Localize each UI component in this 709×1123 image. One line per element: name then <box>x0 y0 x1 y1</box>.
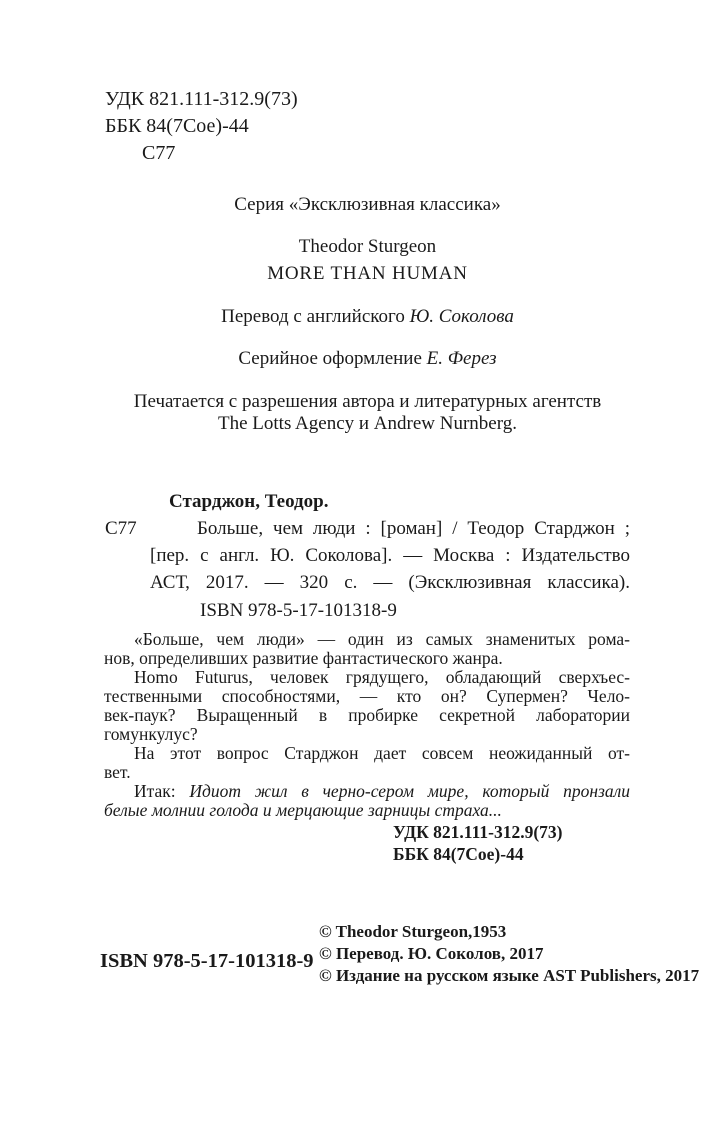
copyright-line: © Издание на русском языке AST Publishers, 2017 <box>319 966 700 985</box>
catalog-entry-line <box>150 515 630 542</box>
annotation-line-segment: вет. <box>104 762 131 782</box>
catalog-entry-lines <box>150 515 630 596</box>
original-author: Theodor Sturgeon <box>298 236 437 257</box>
annotation-line-segment: тественными способностями, — кто он? Супермен? Чело- <box>104 686 630 706</box>
annotation-line <box>104 744 630 763</box>
annotation-line-segment: нов, определивших развитие фантастического жанра. <box>104 648 503 668</box>
annotation-line-segment: Homo Futurus, человек грядущего, обладающий сверхъес- <box>134 667 630 687</box>
author-sign: С77 <box>142 142 176 164</box>
copyright-line: © Theodor Sturgeon,1953 <box>319 922 507 941</box>
annotation-line-segment: век-паук? Выращенный в пробирке секретной лаборатории <box>104 705 630 725</box>
annotation-line-italic-segment: Идиот жил в черно-сером мире, который пронзали <box>189 781 630 801</box>
copyright-block <box>319 921 699 987</box>
original-title: MORE THAN HUMAN <box>267 263 468 284</box>
rights-line: Печатается с разрешения автора и литературных агентств <box>133 391 602 412</box>
translation-line <box>105 306 630 328</box>
annotation-line-segment: «Больше, чем люди» — один из самых знаменитых рома- <box>134 629 630 649</box>
catalog-entry-line <box>150 542 630 569</box>
annotation <box>104 630 630 820</box>
udk-code-bottom: УДК 821.111-312.9(73) <box>393 822 563 842</box>
catalog-entry-line <box>150 569 630 596</box>
annotation-line <box>104 687 630 706</box>
annotation-line <box>104 725 630 744</box>
annotation-line <box>104 706 630 725</box>
translator-name: Ю. Соколова <box>409 306 514 327</box>
annotation-line <box>104 782 630 801</box>
rights-notice <box>105 391 630 435</box>
catalog-isbn: ISBN 978-5-17-101318-9 <box>200 600 397 621</box>
series-designer-name: Е. Ферез <box>426 348 497 369</box>
catalog-entry-line-segment: [пер. с англ. Ю. Соколова]. — Москва : Издательство <box>150 545 630 566</box>
udk-code: УДК 821.111-312.9(73) <box>105 88 298 110</box>
series-line: Серия «Эксклюзивная классика» <box>234 194 501 215</box>
catalog-card <box>105 488 630 624</box>
annotation-line-segment: На этот вопрос Старджон дает совсем неожиданный от- <box>134 743 630 763</box>
annotation-line <box>104 801 630 820</box>
annotation-line-italic-segment: белые молнии голода и мерцающие зарницы страха... <box>104 800 502 820</box>
series-design-line <box>105 348 630 370</box>
annotation-line <box>104 668 630 687</box>
annotation-line <box>104 763 630 782</box>
annotation-line-segment: Итак: <box>134 781 190 801</box>
catalog-entry-line-segment: Больше, чем люди : [роман] / Теодор Старджон ; <box>197 518 630 539</box>
catalog-author-heading: Старджон, Теодор. <box>169 491 329 512</box>
annotation-line-segment: гомункулус? <box>104 724 198 744</box>
translation-label: Перевод с английского <box>221 306 405 327</box>
classification-codes-bottom <box>393 822 562 865</box>
classification-codes-top <box>105 86 298 167</box>
series-design-label: Серийное оформление <box>238 348 422 369</box>
bbk-code-bottom: ББК 84(7Сое)-44 <box>393 843 524 864</box>
annotation-line <box>104 649 630 668</box>
bbk-code: ББК 84(7Сое)-44 <box>105 115 249 137</box>
catalog-entry <box>150 488 630 624</box>
catalog-entry-line-segment: АСТ, 2017. — 320 с. — (Эксклюзивная классика). <box>150 572 630 593</box>
copyright-line: © Перевод. Ю. Соколов, 2017 <box>319 944 544 963</box>
annotation-line <box>104 630 630 649</box>
author-sign-margin: С77 <box>105 518 137 539</box>
rights-line: The Lotts Agency и Andrew Nurnberg. <box>218 413 517 434</box>
footer-isbn: ISBN 978-5-17-101318-9 <box>100 950 314 972</box>
